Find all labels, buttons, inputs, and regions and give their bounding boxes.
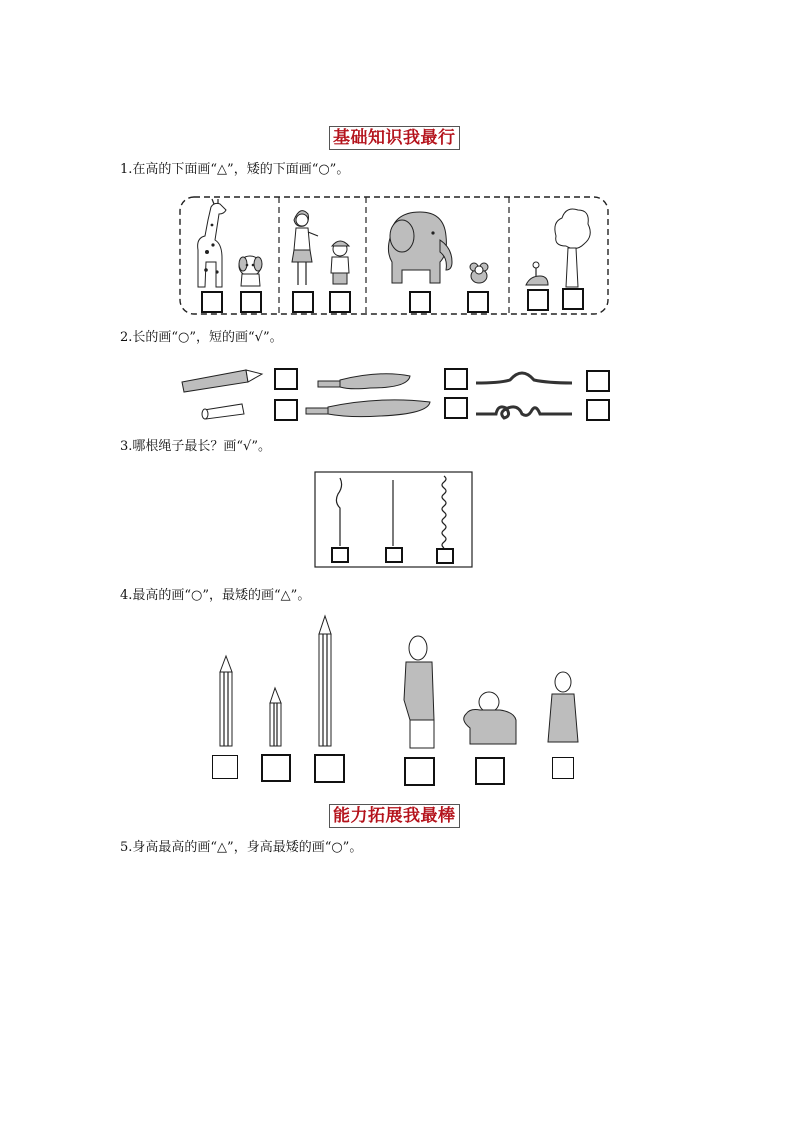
tree-icon bbox=[555, 209, 590, 287]
short-rope-icon bbox=[476, 407, 572, 418]
answer-box-tree[interactable] bbox=[562, 288, 584, 310]
monk-tall-icon bbox=[404, 636, 434, 748]
answer-box-monk-short[interactable] bbox=[475, 757, 505, 785]
pencil-medium-icon bbox=[220, 656, 232, 746]
answer-box-pencil-tall[interactable] bbox=[314, 754, 345, 783]
answer-box-short-rope[interactable] bbox=[586, 399, 610, 421]
woman-icon bbox=[292, 211, 318, 285]
answer-box-dog[interactable] bbox=[240, 291, 262, 313]
question-5: 5.身高最高的画“△”，身高最矮的画“○”。 bbox=[120, 840, 363, 855]
answer-box-short-toothbrush[interactable] bbox=[444, 368, 468, 390]
answer-box-rope-1[interactable] bbox=[331, 547, 349, 563]
section-title-advanced: 能力拓展我最棒 bbox=[329, 804, 460, 828]
short-pencil-icon bbox=[202, 404, 244, 419]
answer-box-long-toothbrush[interactable] bbox=[444, 397, 468, 419]
long-rope-icon bbox=[476, 373, 572, 383]
answer-box-long-rope[interactable] bbox=[586, 370, 610, 392]
child-icon bbox=[331, 241, 349, 284]
answer-box-child[interactable] bbox=[329, 291, 351, 313]
section-title-basic: 基础知识我最行 bbox=[329, 126, 460, 150]
answer-box-flower[interactable] bbox=[527, 289, 549, 311]
answer-box-woman[interactable] bbox=[292, 291, 314, 313]
answer-box-mouse[interactable] bbox=[467, 291, 489, 313]
elephant-icon bbox=[388, 212, 452, 283]
monk-short-icon bbox=[464, 692, 516, 744]
monk-medium-icon bbox=[548, 672, 578, 742]
question-2: 2.长的画“○”，短的画“√”。 bbox=[120, 330, 283, 345]
answer-box-giraffe[interactable] bbox=[201, 291, 223, 313]
pencil-tall-icon bbox=[319, 616, 331, 746]
answer-box-rope-3[interactable] bbox=[436, 548, 454, 564]
long-toothbrush-icon bbox=[306, 400, 430, 417]
answer-box-rope-2[interactable] bbox=[385, 547, 403, 563]
answer-box-monk-tall[interactable] bbox=[404, 757, 435, 786]
short-toothbrush-icon bbox=[318, 374, 410, 389]
answer-box-monk-medium[interactable] bbox=[552, 757, 574, 779]
long-pencil-icon bbox=[182, 370, 262, 392]
answer-box-pencil-medium[interactable] bbox=[212, 755, 238, 779]
answer-box-pencil-short[interactable] bbox=[261, 754, 291, 782]
answer-box-short-pencil[interactable] bbox=[274, 399, 298, 421]
pencil-short-icon bbox=[270, 688, 281, 746]
question-1: 1.在高的下面画“△”，矮的下面画“○”。 bbox=[120, 162, 350, 177]
rope-3-icon bbox=[442, 476, 446, 548]
flower-icon bbox=[526, 262, 548, 285]
answer-box-long-pencil[interactable] bbox=[274, 368, 298, 390]
rope-1-icon bbox=[336, 478, 341, 546]
mouse-icon bbox=[470, 263, 488, 283]
giraffe-icon bbox=[198, 199, 226, 287]
answer-box-elephant[interactable] bbox=[409, 291, 431, 313]
question-3: 3.哪根绳子最长？画“√”。 bbox=[120, 439, 271, 454]
dog-icon bbox=[239, 256, 262, 286]
question-4: 4.最高的画“○”，最矮的画“△”。 bbox=[120, 588, 311, 603]
